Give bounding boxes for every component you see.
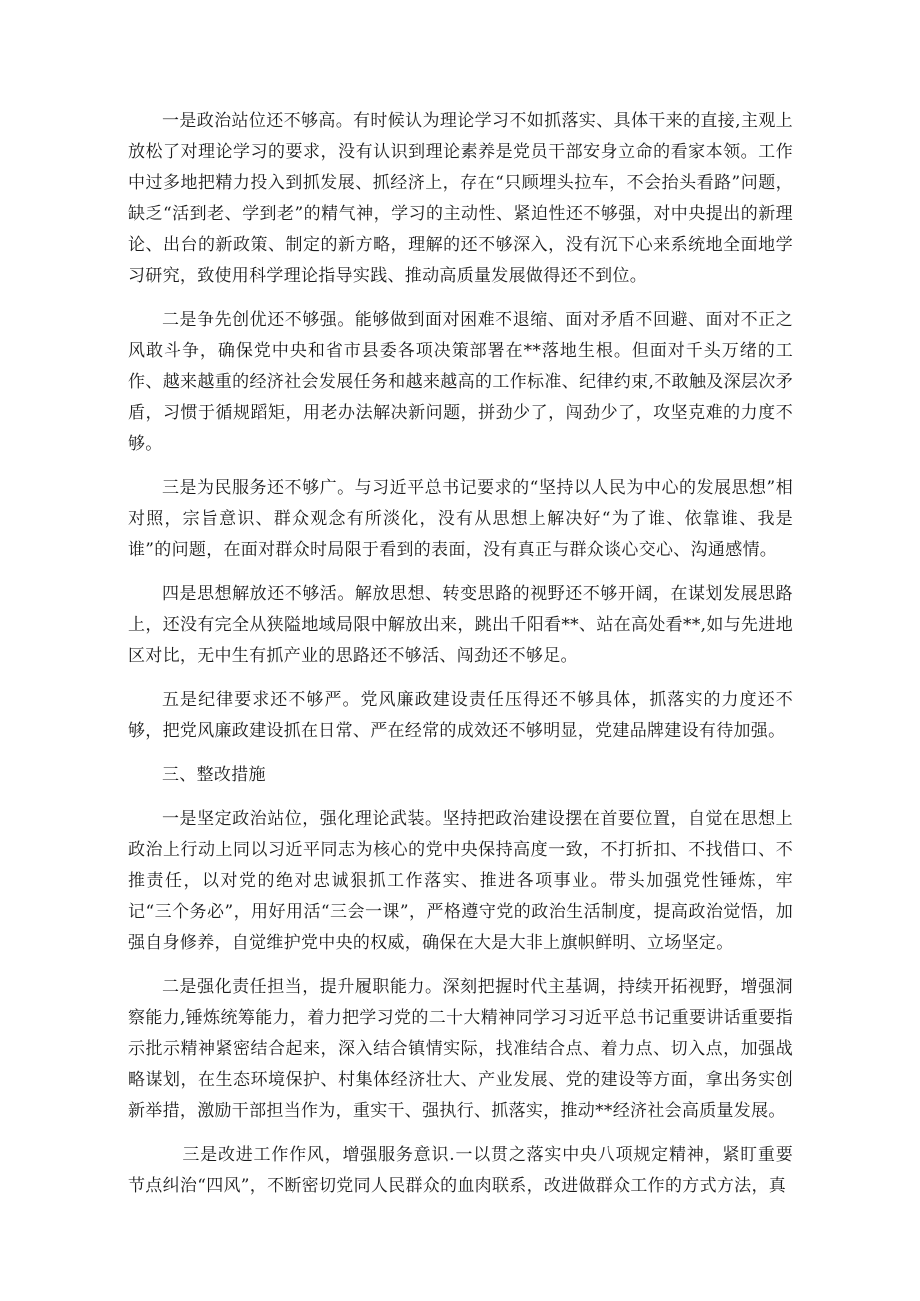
paragraph-striving-excellence: 二是争先创优还不够强。能够做到面对困难不退缩、面对矛盾不回避、面对不正之风敢斗争，确保党中央和省市县委各项决策部署在**落地生根。但面对千头万绪的工作、越来越重的经济社会发展任务和越来越高的工作标准、纪律约束,不敢触及深层次矛盾，习惯于循规蹈矩，用老办法解决新问题，拼劲少了，闯劲少了，攻坚克难的力度不够。 <box>128 310 793 454</box>
paragraph-discipline: 五是纪律要求还不够严。党风廉政建设责任压得还不够具体，抓落实的力度还不够，把党风廉政建设抓在日常、严在经常的成效还不够明显，党建品牌建设有待加强。 <box>128 690 793 741</box>
paragraph-emancipating-mind: 四是思想解放还不够活。解放思想、转变思路的视野还不够开阔，在谋划发展思路上，还没有完全从狭隘地域局限中解放出来，跳出千阳看**、站在高处看**,如与先进地区对比，无中生有抓产业的思路还不够活、闯劲还不够足。 <box>128 584 793 666</box>
section-heading: 三、整改措施 <box>162 765 266 785</box>
paragraph-political-stance: 一是政治站位还不够高。有时候认为理论学习不如抓落实、具体干来的直接,主观上放松了对理论学习的要求，没有认识到理论素养是党员干部安身立命的看家本领。工作中过多地把精力投入到抓发展、抓经济上，存在“只顾埋头拉车，不会抬头看路”问题，缺乏“活到老、学到老”的精气神，学习的主动性、紧迫性还不够强，对中央提出的新理论、出台的新政策、制定的新方略，理解的还不够深入，没有沉下心来系统地全面地学习研究，致使用科学理论指导实践、推动高质量发展做得还不到位。 <box>128 111 793 286</box>
paragraph-serving-people: 三是为民服务还不够广。与习近平总书记要求的“坚持以人民为中心的发展思想”相对照，宗旨意识、群众观念有所淡化，没有从思想上解决好“为了谁、依靠谁、我是谁”的问题，在面对群众时局限于看到的表面，没有真正与群众谈心交心、沟通感情。 <box>128 478 793 560</box>
measure-responsibility: 二是强化责任担当，提升履职能力。深刻把握时代主基调，持续开拓视野，增强洞察能力,锤炼统筹能力，着力把学习党的二十大精神同学习习近平总书记重要讲话重要指示批示精神紧密结合起来，深入结合镇情实际，找准结合点、着力点、切入点，加强战略谋划，在生态环境保护、村集体经济壮大、产业发展、党的建设等方面，拿出务实创新举措，激励干部担当作为，重实干、强执行、抓落实，推动**经济社会高质量发展。 <box>128 977 793 1121</box>
document-body <box>128 106 793 1202</box>
measure-political-stance: 一是坚定政治站位，强化理论武装。坚持把政治建设摆在首要位置，自觉在思想上政治上行动上同以习近平同志为核心的党中央保持高度一致，不打折扣、不找借口、不推责任，以对党的绝对忠诚狠抓工作落实、推进各项事业。带头加强党性锤炼，牢记“三个务必”，用好用活“三会一课”，严格遵守党的政治生活制度，提高政治觉悟，加强自身修养，自觉维护党中央的权威，确保在大是大非上旗帜鲜明、立场坚定。 <box>128 809 793 953</box>
measure-work-style: 三是改进工作作风，增强服务意识.一以贯之落实中央八项规定精神，紧盯重要节点纠治“四风”，不断密切党同人民群众的血肉联系，改进做群众工作的方式方法，真 <box>128 1145 793 1196</box>
